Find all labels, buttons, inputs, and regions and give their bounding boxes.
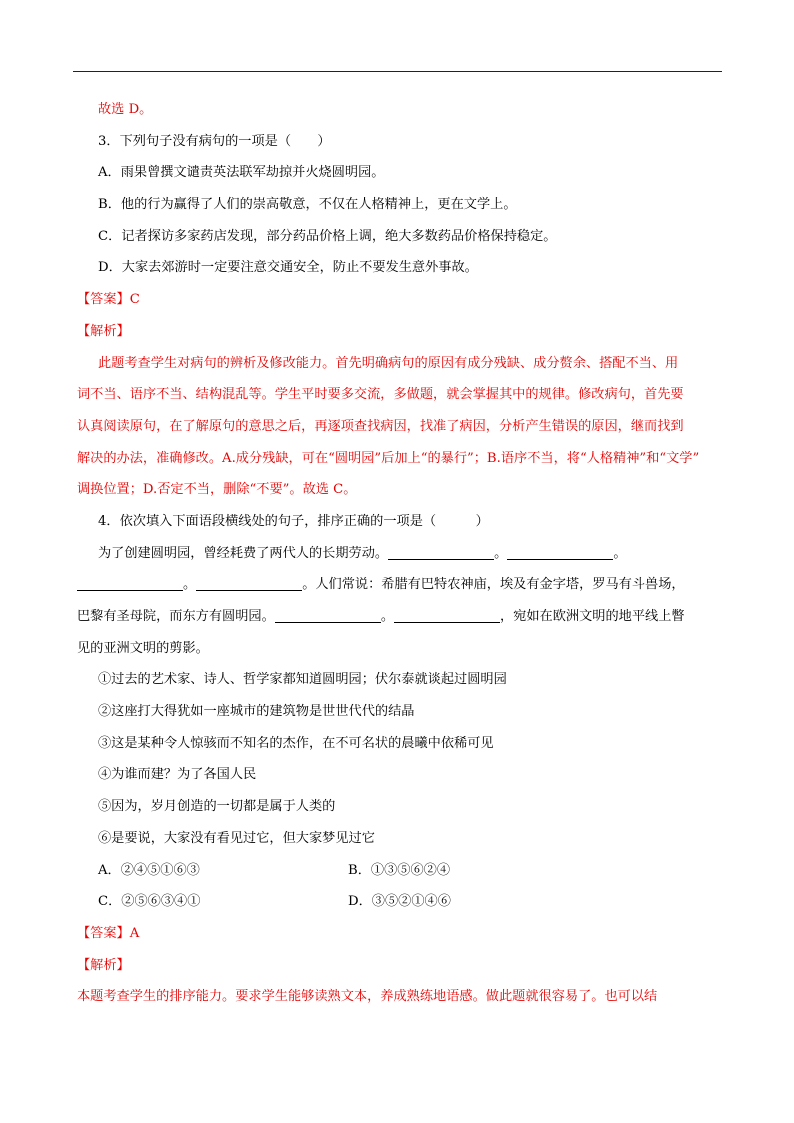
passage-text: ，宛如在欧洲文明的地平线上瞥 bbox=[500, 609, 685, 624]
q3-analysis-line: 词不当、语序不当、结构混乱等。学生平时要多交流，多做题，就会掌握其中的规律。修改病句，首先要 bbox=[77, 387, 684, 403]
passage-text: 巴黎有圣母院，而东方有圆明园。 bbox=[77, 609, 275, 624]
fill-blank-4 bbox=[196, 574, 302, 591]
q4-answer: 【答案】A bbox=[77, 925, 140, 941]
q4-analysis-label: 【解析】 bbox=[77, 957, 130, 973]
q3-analysis-line: 调换位置；D.否定不当，删除“不要”。故选 C。 bbox=[77, 482, 357, 498]
fill-blank-6 bbox=[394, 606, 500, 623]
q3-option-c: C．记者探访多家药店发现，部分药品价格上调，绝大多数药品价格保持稳定。 bbox=[98, 228, 557, 244]
q4-option-d: D．③⑤②①④⑥ bbox=[348, 894, 451, 910]
q3-answer: 【答案】C bbox=[77, 292, 140, 308]
q3-option-d: D．大家去郊游时一定要注意交通安全，防止不要发生意外事故。 bbox=[98, 260, 478, 276]
q4-sentence-5: ⑤因为，岁月创造的一切都是属于人类的 bbox=[98, 799, 336, 815]
q4-passage-line: 见的亚洲文明的剪影。 bbox=[77, 640, 209, 656]
q4-sentence-4: ④为谁而建？为了各国人民 bbox=[98, 767, 257, 783]
fill-blank-1 bbox=[388, 543, 494, 560]
q3-analysis-line: 此题考查学生对病句的辨析及修改能力。首先明确病句的原因有成分残缺、成分赘余、搭配不当、用 bbox=[98, 355, 679, 371]
document-body bbox=[77, 94, 727, 1013]
q4-options-row bbox=[77, 855, 727, 887]
passage-text: 。 bbox=[613, 545, 627, 561]
fill-blank-3 bbox=[77, 574, 183, 591]
q3-analysis-label: 【解析】 bbox=[77, 323, 130, 339]
fill-blank-5 bbox=[275, 606, 381, 623]
q4-option-c: C．②⑤⑥③④① bbox=[98, 894, 201, 910]
q3-stem: 3．下列句子没有病句的一项是（ ） bbox=[98, 133, 331, 149]
q4-sentence-2: ②这座打大得犹如一座城市的建筑物是世世代代的结晶 bbox=[98, 704, 415, 720]
q4-options-row bbox=[77, 886, 727, 918]
q4-option-b: B．①③⑤⑥②④ bbox=[348, 862, 451, 878]
q4-analysis-line: 本题考查学生的排序能力。要求学生能够读熟文本，养成熟练地语感。做此题就很容易了。也可以结 bbox=[77, 989, 658, 1005]
q3-analysis-line: 认真阅读原句，在了解原句的意思之后，再逐项查找病因，找准了病因，分析产生错误的原因，继而找到 bbox=[77, 418, 684, 434]
passage-text: 。 bbox=[183, 577, 197, 593]
q4-passage-line bbox=[77, 569, 727, 601]
q4-sentence-3: ③这是某种令人惊骇而不知名的杰作，在不可名状的晨曦中依稀可见 bbox=[98, 735, 494, 751]
header-rule bbox=[73, 71, 722, 72]
passage-text: 为了创建圆明园，曾经耗费了两代人的长期劳动。 bbox=[98, 545, 389, 561]
previous-conclusion: 故选 D。 bbox=[98, 102, 153, 117]
passage-text: 。 bbox=[380, 609, 394, 624]
q4-stem: 4．依次填入下面语段横线处的句子，排序正确的一项是（ ） bbox=[98, 513, 489, 529]
q3-option-b: B．他的行为赢得了人们的崇高敬意，不仅在人格精神上，更在文学上。 bbox=[98, 197, 517, 213]
q3-option-a: A．雨果曾撰文谴责英法联军劫掠并火烧圆明园。 bbox=[98, 165, 385, 181]
passage-text: 。 bbox=[494, 545, 508, 561]
q3-analysis-line: 解决的办法，准确修改。A.成分残缺，可在“圆明园”后加上“的暴行”；B.语序不当，将“人格精神”和“文学” bbox=[77, 450, 700, 466]
q4-option-a: A．②④⑤①⑥③ bbox=[98, 862, 200, 878]
passage-text: 。人们常说：希腊有巴特农神庙，埃及有金字塔，罗马有斗兽场， bbox=[302, 577, 685, 593]
fill-blank-2 bbox=[507, 543, 613, 560]
q4-sentence-1: ①过去的艺术家、诗人、哲学家都知道圆明园；伏尔泰就谈起过圆明园 bbox=[98, 672, 507, 688]
q4-passage-line bbox=[77, 601, 727, 633]
q4-sentence-6: ⑥是要说，大家没有看见过它，但大家梦见过它 bbox=[98, 830, 375, 846]
q4-passage-line bbox=[77, 538, 727, 570]
